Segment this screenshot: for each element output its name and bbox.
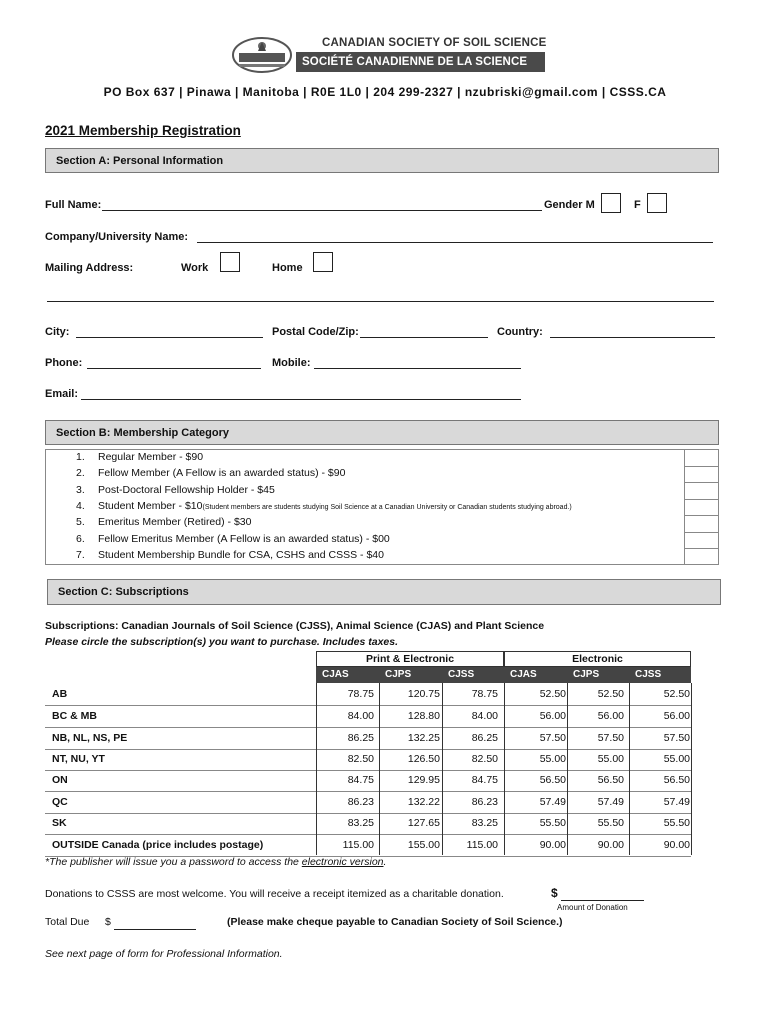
donation-text: Donations to CSSS are most welcome. You will receive a receipt itemized as a charitable donation. [45,888,504,900]
price-cell-elec-cjps[interactable]: 55.00 [597,753,624,765]
category-check-5[interactable] [684,532,719,533]
email-label: Email: [45,388,79,400]
logo-name-english: CANADIAN SOCIETY OF SOIL SCIENCE [322,37,547,49]
email-field[interactable] [81,399,521,400]
home-label: Home [272,262,303,274]
row-label: NB, NL, NS, PE [52,732,128,744]
next-page-note: See next page of form for Professional Information. [45,948,283,960]
price-cell-print-cjps[interactable]: 126.50 [407,753,440,765]
category-item-7: 7. Student Membership Bundle for CSA, CSHS and CSSS - $40 [76,549,384,561]
column-divider [379,683,380,855]
price-cell-elec-cjas[interactable]: 52.50 [539,688,566,700]
price-cell-elec-cjps[interactable]: 57.49 [597,796,624,808]
section-c-heading: Section C: Subscriptions [47,579,721,605]
row-divider [45,705,691,706]
price-cell-print-cjss[interactable]: 82.50 [471,753,498,765]
contact-line: PO Box 637 | Pinawa | Manitoba | R0E 1L0 | 204 299-2327 | nzubriski@gmail.com | CSSS.CA [103,85,667,99]
mobile-field[interactable] [314,368,521,369]
postal-code-field[interactable] [360,337,488,338]
postal-code-label: Postal Code/Zip: [272,326,359,338]
category-check-4[interactable] [684,515,719,516]
row-divider [45,813,691,814]
column-divider [442,683,443,855]
price-cell-print-cjss[interactable]: 86.23 [471,796,498,808]
phone-label: Phone: [45,357,83,369]
society-logo-emblem [231,36,293,74]
price-cell-print-cjas[interactable]: 84.75 [347,774,374,786]
price-cell-elec-cjas[interactable]: 90.00 [539,839,566,851]
category-check-2[interactable] [684,482,719,483]
row-divider [45,749,691,750]
mobile-label: Mobile: [272,357,311,369]
row-label: NT, NU, YT [52,753,105,765]
country-field[interactable] [550,337,715,338]
price-cell-print-cjas[interactable]: 86.23 [347,796,374,808]
column-divider [691,683,692,855]
price-cell-elec-cjss[interactable]: 55.50 [663,817,690,829]
category-item-5: 5. Emeritus Member (Retired) - $30 [76,516,252,528]
price-cell-print-cjss[interactable]: 115.00 [466,839,498,851]
price-cell-elec-cjas[interactable]: 55.00 [539,753,566,765]
col-print-cjas: CJAS [316,667,379,683]
mailing-address-field[interactable] [47,301,714,302]
price-cell-print-cjps[interactable]: 132.22 [407,796,440,808]
section-b-heading: Section B: Membership Category [45,420,719,445]
price-cell-print-cjps[interactable]: 120.75 [407,688,440,700]
subscriptions-instruction: Please circle the subscription(s) you want to purchase. Includes taxes. [45,636,399,648]
gender-m-checkbox[interactable] [601,193,621,213]
row-label: AB [52,688,68,700]
col-elec-cjss: CJSS [629,667,691,683]
total-due-field[interactable] [114,929,196,930]
mailing-address-label: Mailing Address: [45,262,134,274]
price-cell-elec-cjas[interactable]: 57.50 [539,732,566,744]
price-cell-print-cjss[interactable]: 84.00 [471,710,498,722]
row-divider [45,727,691,728]
price-cell-elec-cjps[interactable]: 57.50 [597,732,624,744]
total-dollar-sign: $ [105,916,111,928]
work-label: Work [181,262,209,274]
price-cell-print-cjps[interactable]: 132.25 [407,732,440,744]
home-checkbox[interactable] [313,252,333,272]
price-cell-print-cjas[interactable]: 84.00 [347,710,374,722]
subscriptions-intro: Subscriptions: Canadian Journals of Soil Science (CJSS), Animal Science (CJAS) and Plant Science [45,620,545,632]
price-cell-print-cjps[interactable]: 127.65 [407,817,440,829]
amount-of-donation-label: Amount of Donation [557,903,628,912]
price-cell-print-cjps[interactable]: 129.95 [407,774,440,786]
column-divider [504,683,505,855]
price-cell-print-cjps[interactable]: 155.00 [407,839,440,851]
price-cell-elec-cjps[interactable]: 90.00 [597,839,624,851]
price-cell-elec-cjss[interactable]: 55.00 [663,753,690,765]
price-cell-print-cjas[interactable]: 78.75 [347,688,374,700]
price-cell-elec-cjas[interactable]: 55.50 [539,817,566,829]
category-check-3[interactable] [684,499,719,500]
col-elec-cjps: CJPS [567,667,629,683]
price-cell-print-cjas[interactable]: 83.25 [347,817,374,829]
category-item-3: 3. Post-Doctoral Fellowship Holder - $45 [76,484,275,496]
gender-m-label: Gender M [544,199,595,211]
price-cell-elec-cjps[interactable]: 55.50 [597,817,624,829]
group-print-electronic: Print & Electronic [316,651,504,667]
category-check-6[interactable] [684,548,719,549]
row-label: ON [52,774,68,786]
price-cell-print-cjas[interactable]: 86.25 [347,732,374,744]
price-cell-print-cjas[interactable]: 82.50 [347,753,374,765]
price-cell-elec-cjas[interactable]: 57.49 [539,796,566,808]
phone-field[interactable] [87,368,261,369]
price-cell-elec-cjss[interactable]: 52.50 [663,688,690,700]
price-cell-elec-cjss[interactable]: 56.50 [663,774,690,786]
price-cell-print-cjss[interactable]: 84.75 [471,774,498,786]
work-checkbox[interactable] [220,252,240,272]
category-item-1: 1. Regular Member - $90 [76,451,204,463]
gender-f-label: F [634,199,641,211]
company-label: Company/University Name: [45,231,189,243]
price-cell-elec-cjas[interactable]: 56.00 [539,710,566,722]
total-due-label: Total Due [45,916,90,928]
row-label: QC [52,796,68,808]
city-label: City: [45,326,70,338]
publisher-note: *The publisher will issue you a password to access the electronic version. [45,856,387,868]
price-cell-elec-cjss[interactable]: 57.49 [663,796,690,808]
price-cell-print-cjas[interactable]: 115.00 [342,839,374,851]
price-cell-elec-cjps[interactable]: 56.00 [597,710,624,722]
column-divider [316,683,317,855]
price-cell-elec-cjps[interactable]: 52.50 [597,688,624,700]
price-cell-print-cjps[interactable]: 128.80 [407,710,440,722]
logo-name-french: SOCIÉTÉ CANADIENNE DE LA SCIENCE DU SOL [296,52,545,72]
price-cell-print-cjss[interactable]: 83.25 [471,817,498,829]
country-label: Country: [497,326,543,338]
row-label: BC & MB [52,710,97,722]
price-cell-elec-cjps[interactable]: 56.50 [597,774,624,786]
row-divider [45,834,691,835]
category-item-4: 4. Student Member - $10(Student members are students studying Soil Science at a Canadian University or Canadian students studying abroad.) [76,500,572,512]
price-cell-elec-cjss[interactable]: 57.50 [663,732,690,744]
group-electronic: Electronic [504,651,691,667]
row-label: SK [52,817,67,829]
section-a-heading: Section A: Personal Information [45,148,719,173]
full-name-field[interactable] [102,210,542,211]
row-divider [45,791,691,792]
price-cell-elec-cjss[interactable]: 56.00 [663,710,690,722]
donation-amount-field[interactable] [561,900,644,901]
price-cell-elec-cjas[interactable]: 56.50 [539,774,566,786]
cheque-payable-note: (Please make cheque payable to Canadian Society of Soil Science.) [227,916,563,928]
category-check-1[interactable] [684,466,719,467]
category-item-2: 2. Fellow Member (A Fellow is an awarded status) - $90 [76,467,346,479]
full-name-label: Full Name: [45,199,102,211]
city-field[interactable] [76,337,263,338]
category-item-6: 6. Fellow Emeritus Member (A Fellow is an awarded status) - $00 [76,533,390,545]
price-cell-print-cjss[interactable]: 86.25 [471,732,498,744]
price-cell-print-cjss[interactable]: 78.75 [471,688,498,700]
form-title: 2021 Membership Registration [45,123,241,138]
col-print-cjps: CJPS [379,667,442,683]
col-print-cjss: CJSS [442,667,504,683]
price-cell-elec-cjss[interactable]: 90.00 [663,839,690,851]
company-field[interactable] [197,242,713,243]
row-label: OUTSIDE Canada (price includes postage) [52,839,264,851]
gender-f-checkbox[interactable] [647,193,667,213]
donation-dollar-sign: $ [551,886,558,900]
row-divider [45,770,691,771]
column-divider [567,683,568,855]
col-elec-cjas: CJAS [504,667,567,683]
column-divider [629,683,630,855]
